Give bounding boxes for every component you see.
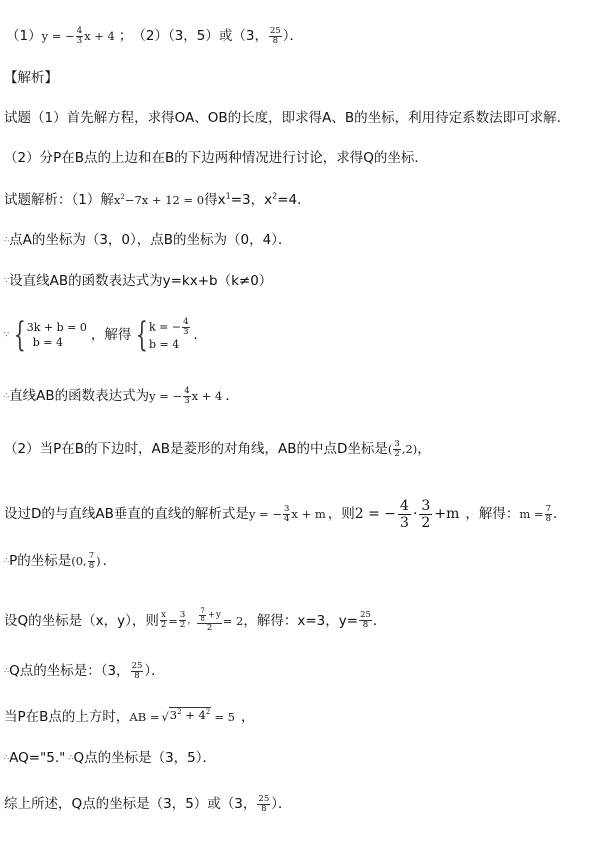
part2-text: （2）当P在B的下边时，AB是菱形的对角线，AB的中点D坐标是	[4, 441, 388, 457]
ab-rhs: = 5	[214, 710, 235, 724]
solution-intro-line	[4, 190, 311, 210]
midpoint-d: ( $\frac{3}{2}$ ,2)	[387, 438, 418, 459]
equation-system: { 3k + b = 0 b = 4	[13, 315, 87, 355]
p-above-line	[4, 707, 254, 727]
solve-text: ，解得	[90, 327, 132, 343]
solve-end: ．	[193, 327, 208, 343]
k-solution: k = − $\frac{4}{3}$	[149, 317, 189, 337]
q-coordinate-end: ）．	[144, 663, 165, 679]
solution-system: { k = − $\frac{4}{3}$ b = 4	[136, 315, 189, 355]
p-text: P的坐标是	[9, 553, 72, 569]
set-line-ab	[4, 271, 272, 291]
conclusion-end: ）．	[271, 796, 292, 812]
q-comma: ，	[187, 615, 197, 626]
big-dot: ·	[412, 506, 418, 522]
ab-lhs: AB =	[129, 710, 160, 724]
conclusion-text: 综上所述，Q点的坐标是（3，5）或（3，	[4, 796, 257, 812]
answer-eq1-lhs: y = −	[41, 29, 75, 43]
because-symbol: ∵	[4, 276, 9, 285]
qy-equals: = 2	[222, 613, 244, 628]
perp-solve: ，解得：	[465, 506, 520, 522]
big-fraction-2: $\frac{3}{2}$	[421, 497, 431, 531]
q-set-line	[4, 608, 386, 633]
perp-eq-rhs: x + m	[291, 507, 326, 521]
q-coordinate-line	[4, 661, 165, 681]
perp-then: ，则	[327, 506, 355, 522]
therefore-symbol-4: ∴	[4, 666, 9, 675]
line-ab-text: 直线AB的函数表达式为	[9, 388, 150, 404]
analysis-line-2: （2）分P在B点的上边和在B的下边两种情况进行讨论，求得Q的坐标．	[4, 150, 428, 166]
big-eq-lhs: 2 = −	[354, 506, 397, 522]
set-line-ab-text: 设直线AB的函数表达式为y=kx+b（k≠0）	[9, 273, 273, 289]
answer-separator: ；	[118, 28, 133, 44]
conclusion-line	[4, 794, 291, 814]
big-fraction-1: $\frac{4}{3}$	[400, 497, 409, 531]
p-end: ．	[102, 553, 117, 569]
line-ab-eq-rhs: x + 4	[191, 389, 223, 403]
q-coordinate-fraction: $\frac{25}{8}$	[131, 660, 143, 681]
answer-line	[6, 26, 303, 46]
perpendicular-line	[4, 494, 566, 534]
coord-ab-text: 点A的坐标为（3，0），点B的坐标为（0，4）．	[9, 232, 292, 248]
big-eq-rhs: +m	[434, 506, 460, 522]
analysis-heading: 【解析】	[4, 70, 58, 86]
b-solution: b = 4	[149, 338, 180, 351]
answer-part2: （2）（3，5）或（3，	[132, 28, 268, 44]
perp-fraction: $\frac{3}{4}$	[284, 503, 290, 524]
aq-q-text: Q点的坐标是（3，5）．	[73, 750, 216, 766]
q-coordinate-text: Q点的坐标是：（3，	[9, 663, 130, 679]
p-above-text: 当P在B点的上方时，	[4, 709, 130, 725]
q-solve: ，解得：x=3，y=	[243, 612, 359, 629]
part2-end: ，	[417, 441, 431, 457]
p-coordinate: (0, $\frac{7}{8}$ )	[71, 550, 101, 571]
conclusion-fraction: $\frac{25}{8}$	[258, 793, 270, 814]
line-ab-expression	[4, 386, 239, 406]
answer-eq2-fraction: $\frac{25}{8}$	[269, 25, 281, 46]
ab-sqrt: √ $3^2 + 4^2$	[161, 708, 211, 724]
system-line	[4, 315, 208, 355]
coord-ab-line	[4, 230, 291, 250]
roots-text: 得$x^1=3$，$x^2=4$．	[204, 191, 311, 208]
perp-text: 设过D的与直线AB垂直的直线的解析式是	[4, 506, 249, 522]
qy-fraction: $\frac{7}{8}$ + y 2	[197, 608, 221, 633]
answer-eq1-fraction: $\frac{4}{3}$	[76, 25, 83, 46]
therefore-symbol: ∴	[4, 235, 9, 244]
because-symbol-2: ∵	[4, 330, 9, 339]
solution-intro-text: 试题解析：（1）解	[4, 192, 114, 208]
perp-eq-lhs: y = −	[248, 507, 282, 521]
qx-rhs-fraction: $\frac{3}{2}$	[179, 610, 186, 630]
answer-part1-label: （1）	[6, 28, 42, 44]
line-ab-fraction: $\frac{4}{3}$	[184, 385, 190, 406]
m-end: ．	[552, 506, 567, 522]
m-fraction: $\frac{7}{8}$	[545, 503, 551, 524]
therefore-symbol-5: ∴	[4, 753, 9, 762]
therefore-symbol-6: ∴	[68, 753, 73, 762]
aq-text: AQ="5."	[9, 750, 66, 766]
therefore-symbol-2: ∴	[4, 391, 9, 400]
line-ab-end: ．	[225, 388, 239, 404]
part2-line	[4, 439, 431, 459]
quadratic-equation: $x^2-7x + 12 = 0$	[113, 193, 205, 207]
aq-line	[4, 748, 216, 768]
answer-eq1-rhs: x + 4	[84, 29, 115, 43]
q-solve-end: ．	[372, 612, 387, 629]
qy-value-fraction: $\frac{25}{8}$	[360, 610, 371, 630]
m-lhs: m =	[519, 507, 544, 521]
q-set-text: 设Q的坐标是（x，y），则	[4, 612, 159, 629]
qx-fraction: $\frac{x}{2}$	[160, 610, 167, 630]
therefore-symbol-3: ∴	[4, 556, 9, 565]
line-ab-eq-lhs: y = −	[149, 389, 183, 403]
analysis-line-1: 试题（1）首先解方程，求得OA、OB的长度，即求得A、B的坐标，利用待定系数法即可求解．	[4, 110, 571, 126]
p-coordinate-line	[4, 551, 116, 571]
qx-equals: =	[168, 613, 178, 628]
system-row-2: b = 4	[32, 336, 63, 349]
p-above-end: ，	[240, 709, 255, 725]
system-row-1: 3k + b = 0	[26, 321, 87, 334]
answer-close: ）．	[282, 28, 304, 44]
